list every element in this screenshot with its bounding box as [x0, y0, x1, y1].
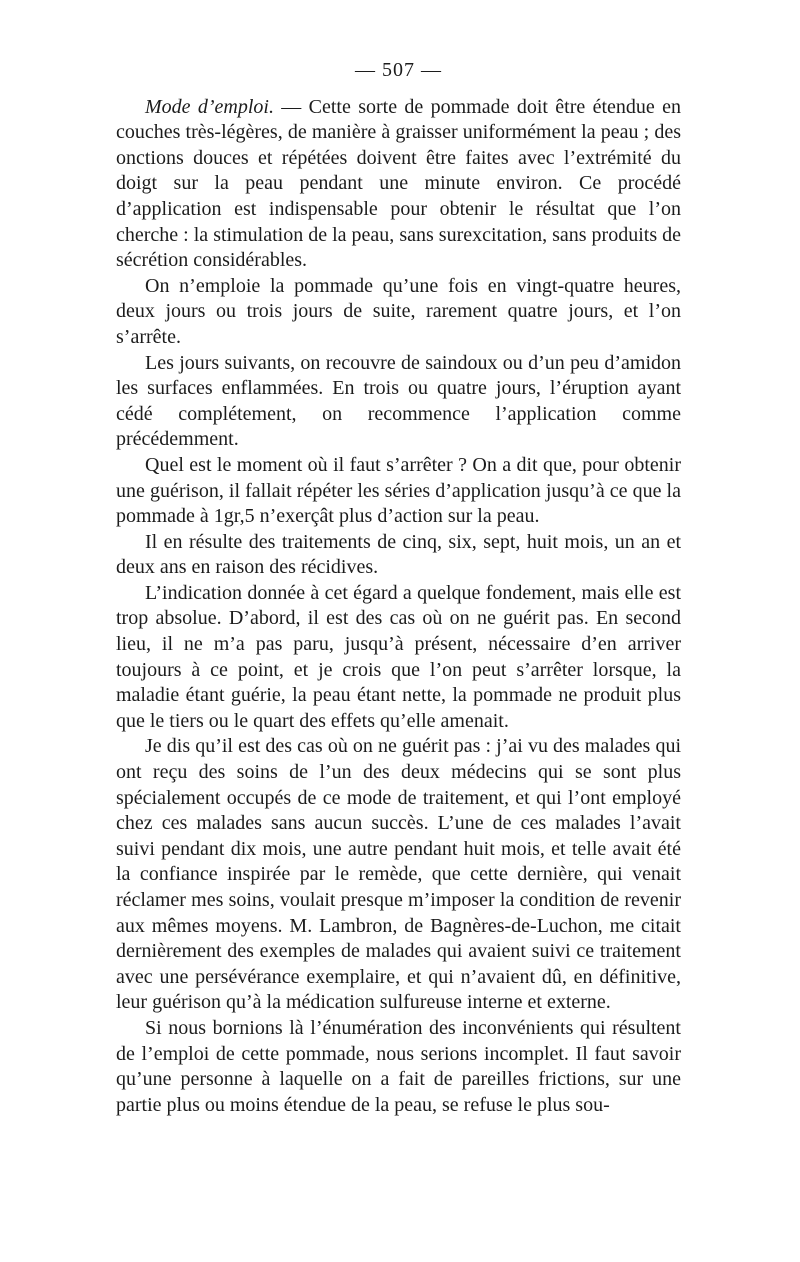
paragraph-text: L’indication donnée à cet égard a quelque fondement, mais elle est trop absolue. D’abord, il est des cas où on ne guérit pas. En second lieu, il ne m’a pas paru, jusqu’à présent, nécessaire d’en arriver toujours à ce point, et je crois que l’on peut s’arrêter lorsque, la maladie étant guérie, la peau étant nette, la pommade ne produit plus que le tiers ou le quart des effets qu’elle amenait.: [116, 581, 681, 732]
book-page: [116, 58, 681, 1118]
section-lead: Mode d’emploi.: [145, 95, 274, 118]
paragraph-text: Quel est le moment où il faut s’arrêter ? On a dit que, pour obtenir une guérison, il fallait répéter les séries d’application jusqu’à ce que la pommade à 1gr,5 n’exerçât plus d’action sur la peau.: [116, 453, 681, 528]
paragraph: [116, 351, 681, 453]
paragraph: [116, 581, 681, 735]
paragraph: [116, 1016, 681, 1118]
paragraph-text: Il en résulte des traitements de cinq, six, sept, huit mois, un an et deux ans en raison des récidives.: [116, 530, 681, 579]
paragraph: [116, 453, 681, 530]
paragraph: [116, 274, 681, 351]
paragraph-text: On n’emploie la pommade qu’une fois en vingt-quatre heures, deux jours ou trois jours de suite, rarement quatre jours, et l’on s’arrête.: [116, 274, 681, 348]
paragraph: [116, 530, 681, 581]
page-number: — 507 —: [355, 59, 442, 81]
paragraph-text: Je dis qu’il est des cas où on ne guérit pas : j’ai vu des malades qui ont reçu des soins de l’un des deux médecins qui se sont plus spécialement occupés de ce mode de traitement, et qui l’ont employé chez ces malades sans aucun succès. L’une de ces malades l’avait suivi pendant dix mois, une autre pendant huit mois, et telle avait été la confiance inspirée par le remède, que cette dernière, qui venait réclamer mes soins, voulait presque m’imposer la condition de revenir aux mêmes moyens. M. Lambron, de Bagnères-de-Luchon, me citait dernièrement des exemples de malades qui avaient suivi ce traitement avec une persévérance exemplaire, et qui n’avaient dû, en définitive, leur guérison qu’à la médication sulfureuse interne et externe.: [116, 735, 681, 1014]
paragraph-text: Si nous bornions là l’énumération des inconvénients qui résultent de l’emploi de cette pommade, nous serions incomplet. Il faut savoir qu’une personne à laquelle on a fait de pareilles frictions, sur une partie plus ou moins étendue de la peau, se refuse le plus sou-: [116, 1016, 681, 1116]
paragraph-text: — Cette sorte de pommade doit être étendue en couches très-légères, de manière à graisser uniformément la peau ; des onctions douces et répétées doivent être faites avec l’extrémité du doigt sur la peau pendant une minute environ. Ce procédé d’application est indispensable pour obtenir le résultat que l’on cherche : la stimulation de la peau, sans surexcitation, sans produits de sécrétion considérables.: [116, 95, 681, 272]
paragraph-mode-emploi: [116, 95, 681, 274]
paragraph: [116, 734, 681, 1016]
paragraph-text: Les jours suivants, on recouvre de saindoux ou d’un peu d’amidon les surfaces enflammées. En trois ou quatre jours, l’éruption ayant cédé complétement, on recommence l’application comme précédemment.: [116, 351, 681, 451]
